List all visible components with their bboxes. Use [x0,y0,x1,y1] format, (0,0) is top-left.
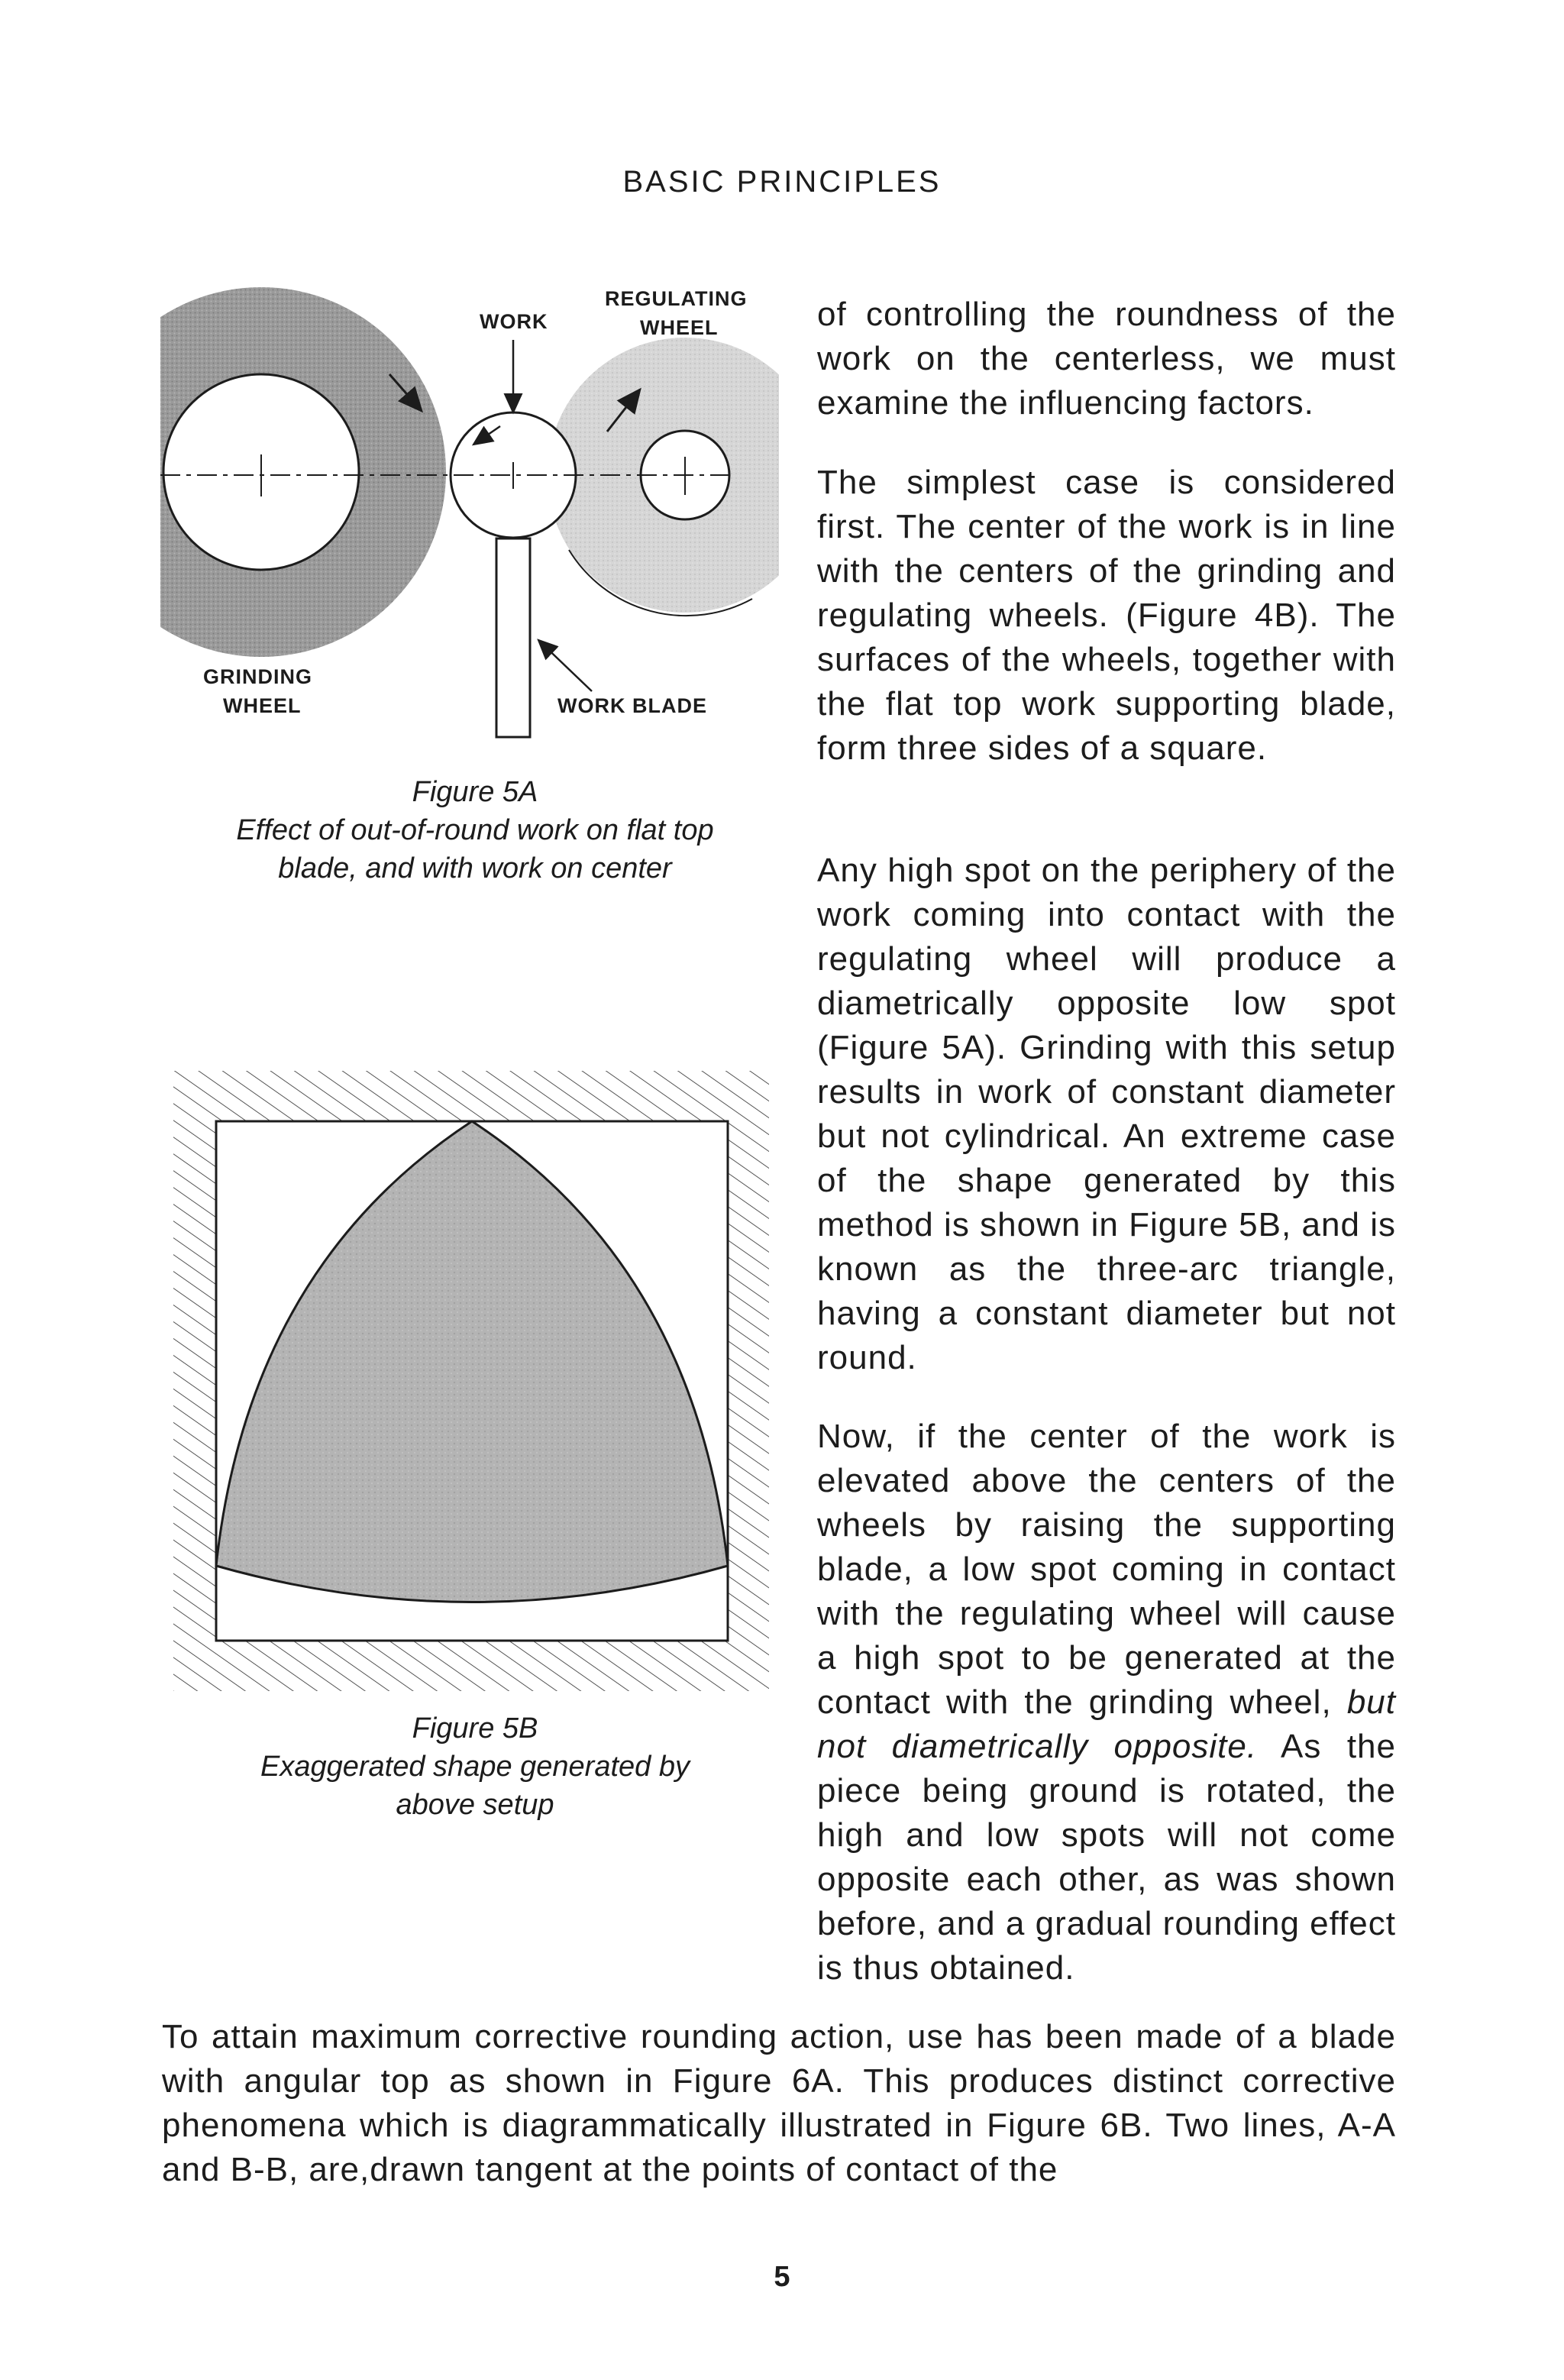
paragraph-4-emphasis: but not diametrically opposite. [817,1683,1396,1765]
running-header: BASIC PRINCIPLES [622,165,942,199]
label-work-blade: WORK BLADE [557,694,707,717]
label-grinding: GRINDING [203,665,312,688]
label-work: WORK [480,310,548,333]
paragraph-4-part-a: Now, if the center of the work is elevated above the centers of the wheels by raising the supporting blade, a low spot coming in contact with the regulating wheel will cause a high spot to be generated at the contact with the grinding wheel, [817,1418,1396,1721]
paragraph-3: Any high spot on the periphery of the work coming into contact with the regulating wheel will produce a diametrically opposite low spot (Figure 5A). Grinding with this setup results in work of constant diameter but not cylindrical. An extreme case of the shape generated by this method is shown in Figure 5B, and is known as the three-arc triangle, having a constant diameter but not round. [817,852,1396,1376]
figure-5a-caption [162,773,788,888]
work-blade [496,538,530,737]
figure-5b-caption-line1: Exaggerated shape generated by [260,1751,690,1783]
figure-5b-diagram [172,1069,775,1696]
figure-5b-caption-line2: above setup [396,1789,554,1821]
work-blade-pointer-arrow [538,640,592,691]
bottom-paragraph: To attain maximum corrective rounding action, use has been made of a blade with angular top as shown in Figure 6A. This produces distinct corrective phenomena which is diagrammatically illustrated in Figure 6B. Two lines, A-A and B-B, are,drawn tangent at the points of contact of the [162,2018,1396,2188]
figure-5a-diagram [153,275,779,764]
paragraph-1: of controlling the roundness of the work on the centerless, we must examine the influencing factors. [817,296,1396,422]
figure-5a-caption-line2: blade, and with work on center [278,852,672,884]
label-regulating-wheel: WHEEL [640,316,719,339]
grinding-wheel [153,287,446,657]
page-number: 5 [774,2261,790,2293]
label-regulating: REGULATING [605,287,748,310]
figure-5a-title: Figure 5A [412,776,538,808]
figure-5b-caption [162,1709,788,1824]
regulating-wheel [548,338,779,616]
label-grinding-wheel: WHEEL [223,694,302,717]
paragraph-4-part-b: As the piece being ground is rotated, the high and low spots will not come opposite each other, as was shown before, and a gradual rounding effect is thus obtained. [817,1728,1396,1987]
paragraph-2: The simplest case is considered first. The center of the work is in line with the centers of the grinding and regulating wheels. (Figure 4B). The surfaces of the wheels, together with the flat top work supporting blade, form three sides of a square. [817,464,1396,767]
figure-5b-title: Figure 5B [412,1712,538,1745]
paragraph-4 [817,1415,1396,1990]
figure-5a-caption-line1: Effect of out-of-round work on flat top [236,814,714,846]
